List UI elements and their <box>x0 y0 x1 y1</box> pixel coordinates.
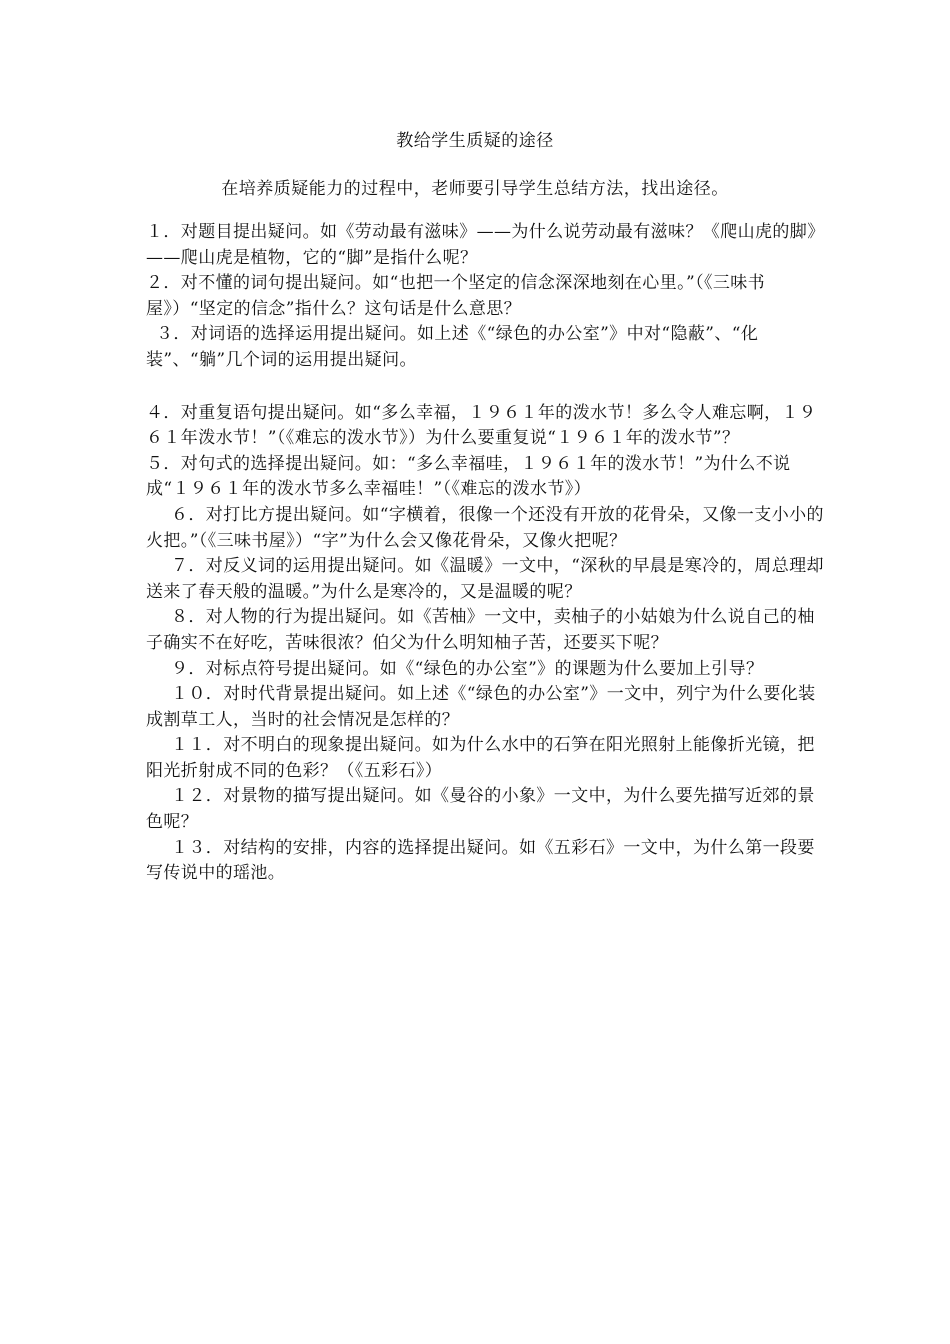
list-item-1: １．对题目提出疑问。如《劳动最有滋味》——为什么说劳动最有滋味？《爬山虎的脚》——爬山虎是植物，它的“脚”是指什么呢？ <box>146 222 825 268</box>
intro-paragraph: 在培养质疑能力的过程中，老师要引导学生总结方法，找出途径。 <box>221 179 729 199</box>
list-item-10: １０．对时代背景提出疑问。如上述《“绿色的办公室”》一文中，列宁为什么要化装成割草工人，当时的社会情况是怎样的？ <box>146 684 816 730</box>
list-item-11: １１．对不明白的现象提出疑问。如为什么水中的石笋在阳光照射上能像折光镜，把阳光折射成不同的色彩？（《五彩石》） <box>146 735 815 781</box>
list-item-12: １２．对景物的描写提出疑问。如《曼谷的小象》一文中，为什么要先描写近郊的景色呢？ <box>146 786 815 833</box>
list-item-3: ３．对词语的选择运用提出疑问。如上述《“绿色的办公室”》中对“隐蔽”、“化装”、“躺”几个词的运用提出疑问。 <box>146 324 759 370</box>
list-item-6: ６．对打比方提出疑问。如“字横着，很像一个还没有开放的花骨朵，又像一支小小的火把。”（《三味书屋》）“字”为什么会又像花骨朵，又像火把呢？ <box>146 504 824 551</box>
list-item-7: ７．对反义词的运用提出疑问。如《温暖》一文中，“深秋的早晨是寒冷的，周总理却送来了春天般的温暖。”为什么是寒冷的，又是温暖的呢？ <box>146 556 824 602</box>
list-item-9: ９．对标点符号提出疑问。如《“绿色的办公室”》的课题为什么要加上引导？ <box>171 658 764 679</box>
list-item-5: ５．对句式的选择提出疑问。如：“多么幸福哇，１９６１年的泼水节！”为什么不说成“１９６１年的泼水节多么幸福哇！”（《难忘的泼水节》） <box>146 453 791 500</box>
list-item-13: １３．对结构的安排，内容的选择提出疑问。如《五彩石》一文中，为什么第一段要写传说中的瑶池。 <box>146 837 815 884</box>
question-list <box>146 220 826 887</box>
paragraph-gap <box>146 374 826 401</box>
list-item-8: ８．对人物的行为提出疑问。如《苦柚》一文中，卖柚子的小姑娘为什么说自己的柚子确实不在好吃，苦味很浓？伯父为什么明知柚子苦，还要买下呢？ <box>146 607 815 653</box>
document-title: 教给学生质疑的途径 <box>396 131 554 151</box>
list-item-2: ２．对不懂的词句提出疑问。如“也把一个坚定的信念深深地刻在心里。”（《三味书屋》）“坚定的信念”指什么？这句话是什么意思？ <box>146 273 766 319</box>
list-item-4: ４．对重复语句提出疑问。如“多么幸福，１９６１年的泼水节！多么令人难忘啊，１９６１年泼水节！”（《难忘的泼水节》）为什么要重复说“１９６１年的泼水节”？ <box>146 402 817 449</box>
